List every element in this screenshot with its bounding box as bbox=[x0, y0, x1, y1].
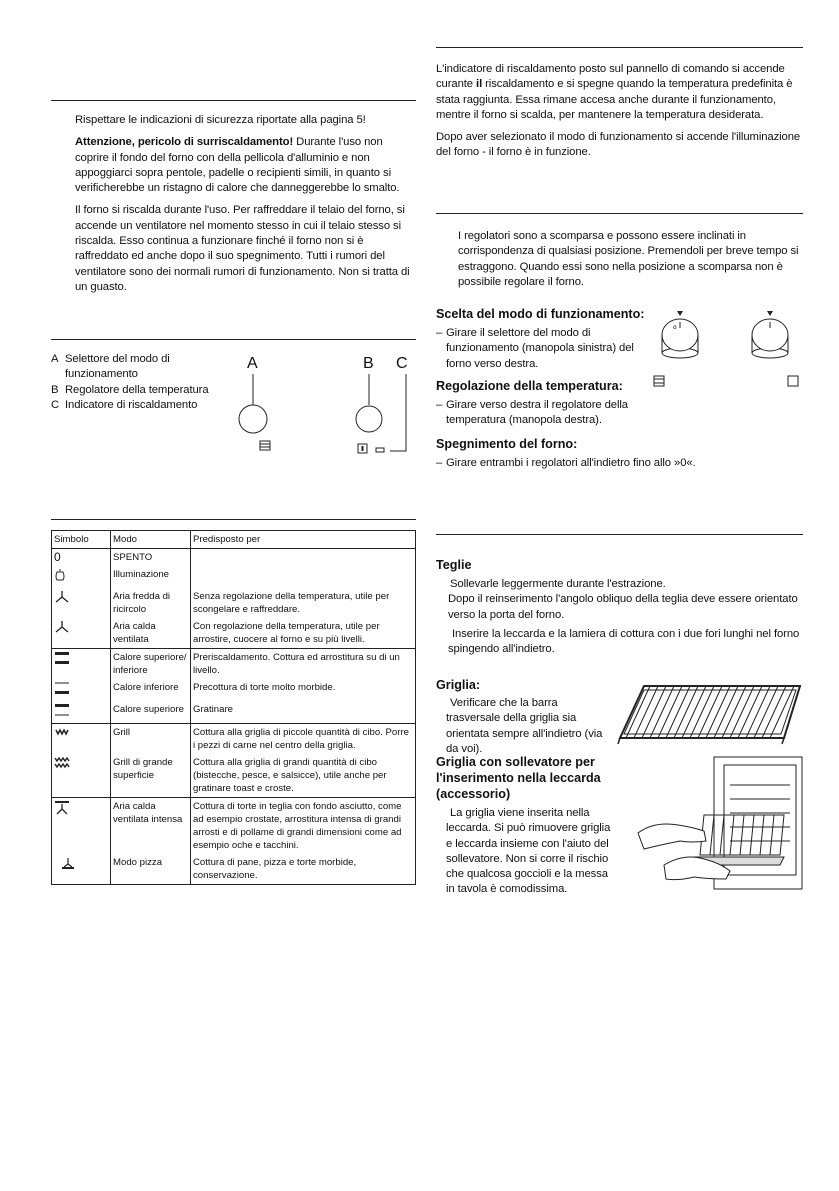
indicator-p1-b: riscaldamento e si spegne quando la temperatura predefinita è stata raggiunta. Essa rimane accesa anche durante il funzionamento, mentre il forno si scalda, per mantenere la temperatura desiderata. bbox=[436, 78, 793, 121]
dash: – bbox=[436, 398, 443, 411]
table-header bbox=[52, 531, 416, 549]
dash: – bbox=[436, 327, 443, 339]
intensive-fan-icon bbox=[52, 798, 111, 855]
legend-label: Indicatore di riscaldamento bbox=[65, 398, 198, 411]
rule-right-2 bbox=[436, 213, 803, 214]
temp-knob bbox=[356, 406, 382, 432]
mode-knob bbox=[239, 405, 267, 433]
heading-trays: Teglie bbox=[436, 558, 472, 572]
legend-item-c bbox=[51, 398, 226, 413]
table-row bbox=[52, 854, 416, 885]
indicator-p1 bbox=[436, 62, 803, 123]
table-row bbox=[52, 798, 416, 855]
rule-left-1 bbox=[51, 100, 416, 101]
table-row bbox=[52, 549, 416, 567]
top-bottom-heat-icon bbox=[52, 649, 111, 680]
off-instruction bbox=[436, 456, 806, 471]
mode-use: Cottura alla griglia di grandi quantità di cibo (bistecche, pesce, e salsicce), utile anche per gratinare toast e croste. bbox=[193, 757, 387, 794]
pizza-icon bbox=[52, 854, 111, 885]
temp-instruction bbox=[436, 398, 641, 429]
mode-use: Preriscaldamento. Cottura ed arrostitura su di un livello. bbox=[191, 649, 416, 680]
rule-right-1 bbox=[436, 47, 803, 48]
knob-instructions bbox=[436, 306, 696, 472]
mode-name: Grill bbox=[111, 724, 191, 755]
indicator-p1-a: L'indicatore di riscaldamento posto sul pannello di comando si accende curante bbox=[436, 63, 785, 91]
table-row bbox=[52, 649, 416, 680]
safety-warning: Attenzione, pericolo di surriscaldamento! bbox=[75, 136, 294, 149]
heading-off: Spegnimento del forno: bbox=[436, 437, 578, 452]
trays-p1: Sollevarle leggermente durante l'estrazione. bbox=[450, 578, 666, 590]
legend-label: Selettore del modo di funzionamento bbox=[65, 353, 170, 381]
svg-text:o: o bbox=[673, 324, 677, 331]
table-row bbox=[52, 618, 416, 649]
mode-name: Calore inferiore bbox=[111, 679, 191, 701]
mode-knob-illustration bbox=[662, 319, 698, 358]
indicator-square-icon bbox=[788, 376, 798, 386]
bottom-heat-icon bbox=[52, 679, 111, 701]
mode-instruction-text: Girare il selettore del modo di funzionamento (manopola sinistra) del forno verso destra. bbox=[446, 327, 634, 370]
trays-p2: Dopo il reinserimento l'angolo obliquo della teglia deve essere orientato verso la porta del forno. bbox=[448, 593, 798, 621]
safety-p2-text: Durante l'uso non coprire il fondo del forno con della pellicola d'alluminio e non appoggiarci sopra pentole, padelle o recipienti simili, in quanto si verificherebbe un ristagno di calore che danneggerebbe lo smalto. bbox=[75, 136, 400, 195]
modes-table bbox=[51, 530, 416, 885]
symbol-off: 0 bbox=[52, 549, 111, 567]
heading-lift: Griglia con sollevatore per l'inserimento nella leccarda (accessorio) bbox=[436, 755, 601, 801]
col-use: Predisposto per bbox=[191, 531, 416, 549]
large-grill-icon bbox=[52, 754, 111, 798]
mode-name: Calore superiore bbox=[111, 701, 191, 724]
safety-p3: Il forno si riscalda durante l'uso. Per raffreddare il telaio del forno, si accende un ventilatore nel momento stesso in cui il telaio stesso si riscalda. Esso continua a funzionare finché il forno non si è raffreddato ed anche dopo il suo spegnimento. Tutti i rumori del ventilatore sono dei normali rumori di funzionamento. Non si tratta di un guasto. bbox=[75, 204, 410, 293]
fan-icon bbox=[52, 618, 111, 649]
table-row bbox=[52, 724, 416, 755]
indicator-section bbox=[436, 62, 803, 161]
knobs-p1: I regolatori sono a scomparsa e possono essere inclinati in corrispondenza di qualsiasi posizione. Premendoli per breve tempo si estraggono. Quando essi sono nella posizione a scomparsa non è possibile regolare il forno. bbox=[458, 230, 799, 288]
grill-icon bbox=[52, 724, 111, 755]
dash: – bbox=[436, 457, 443, 470]
col-mode: Modo bbox=[111, 531, 191, 549]
temp-instruction-text: Girare verso destra il regolatore della temperatura (manopola destra). bbox=[446, 398, 628, 427]
control-legend bbox=[51, 352, 226, 413]
table-row bbox=[52, 566, 416, 588]
mode-use: Senza regolazione della temperatura, utile per scongelare e raffreddare. bbox=[193, 591, 390, 615]
grid-section bbox=[436, 677, 606, 757]
mode-name: Aria calda ventilata bbox=[111, 618, 191, 649]
panel-svg bbox=[230, 352, 420, 462]
table-row bbox=[52, 701, 416, 724]
knobs-illustration bbox=[650, 308, 805, 390]
rule-left-3 bbox=[51, 519, 416, 520]
heading-grid: Griglia: bbox=[436, 678, 481, 692]
knobs-intro bbox=[458, 229, 803, 290]
thermometer-icon bbox=[358, 444, 367, 453]
mode-use: Gratinare bbox=[193, 704, 233, 715]
indicator-p1-bold: il bbox=[476, 78, 483, 91]
lift-text: La griglia viene inserita nella leccarda. Si può rimuovere griglia e leccarda insieme con l'aiuto del sollevatore. Non si corre il rischio che qualcosa goccioli e la messa in tavola è comodissima. bbox=[446, 807, 611, 896]
mode-use: Precottura di torte molto morbide. bbox=[193, 682, 336, 693]
legend-key: B bbox=[51, 383, 59, 396]
mode-name: Modo pizza bbox=[111, 854, 191, 885]
mode-use: Cottura di torte in teglia con fondo asciutto, come ad esempio crostate, arrostitura intensa di grandi arrosti e di pollame di grandi dimensioni come ad esempio oche e tacchini. bbox=[191, 798, 416, 855]
oven-rack-illustration bbox=[614, 680, 804, 746]
oven-lifter-illustration bbox=[634, 755, 806, 891]
grid-text: Verificare che la barra trasversale della griglia sia orientata sempre all'indietro (via da voi). bbox=[446, 697, 603, 755]
mode-name: Aria fredda di ricircolo bbox=[111, 588, 191, 618]
legend-item-b bbox=[51, 383, 226, 398]
legend-key: A bbox=[51, 353, 59, 365]
safety-p1: Rispettare le indicazioni di sicurezza riportate alla pagina 5! bbox=[75, 114, 366, 126]
lamp-icon bbox=[52, 566, 111, 588]
mode-use bbox=[191, 566, 416, 588]
mode-symbol-icon bbox=[654, 376, 664, 386]
trays-p3: Inserire la leccarda e la lamiera di cottura con i due fori lunghi nel forno spingendo all'indietro. bbox=[448, 627, 800, 656]
mode-name: Calore superiore/ inferiore bbox=[111, 649, 191, 680]
mode-symbol-icon bbox=[260, 441, 270, 450]
safety-p2 bbox=[75, 135, 415, 196]
table-row bbox=[52, 679, 416, 701]
off-instruction-text: Girare entrambi i regolatori all'indietro fino allo »0«. bbox=[446, 457, 696, 470]
col-symbol: Simbolo bbox=[52, 531, 111, 549]
temp-knob-illustration bbox=[752, 319, 788, 358]
letter-a: A bbox=[247, 355, 258, 372]
legend-item-a bbox=[51, 352, 226, 383]
mode-name: Aria calda ventilata intensa bbox=[111, 798, 191, 855]
letter-c: C bbox=[396, 355, 408, 372]
trays-section bbox=[436, 557, 803, 657]
rule-right-3 bbox=[436, 534, 803, 535]
mode-name: Grill di grande superficie bbox=[111, 754, 191, 798]
table-row bbox=[52, 588, 416, 618]
mode-name: SPENTO bbox=[111, 549, 191, 567]
table-row bbox=[52, 754, 416, 798]
mode-instruction bbox=[436, 326, 641, 372]
heading-temperature: Regolazione della temperatura: bbox=[436, 378, 623, 393]
fan-icon bbox=[52, 588, 111, 618]
mode-use: Con regolazione della temperatura, utile per arrostire, cuocere al forno e su più livelli. bbox=[193, 621, 380, 645]
indicator-p2: Dopo aver selezionato il modo di funzionamento si accende l'illuminazione del forno - il forno è in funzione. bbox=[436, 131, 801, 159]
mode-use: Cottura alla griglia di piccole quantità di cibo. Porre i pezzi di carne nel centro della griglia. bbox=[191, 724, 416, 755]
mode-use: Cottura di pane, pizza e torte morbide, conservazione. bbox=[193, 857, 357, 881]
left-hand bbox=[638, 824, 706, 849]
mode-name: Illuminazione bbox=[111, 566, 191, 588]
legend-key: C bbox=[51, 398, 60, 411]
safety-section bbox=[75, 113, 415, 295]
top-heat-icon bbox=[52, 701, 111, 724]
rule-left-2 bbox=[51, 339, 416, 340]
mode-use bbox=[191, 549, 416, 567]
legend-label: Regolatore della temperatura bbox=[65, 383, 209, 396]
heating-indicator-lamp bbox=[376, 448, 384, 452]
letter-b: B bbox=[363, 355, 374, 372]
heading-mode: Scelta del modo di funzionamento: bbox=[436, 307, 645, 321]
control-panel-diagram bbox=[230, 352, 420, 462]
lift-section bbox=[436, 754, 636, 898]
